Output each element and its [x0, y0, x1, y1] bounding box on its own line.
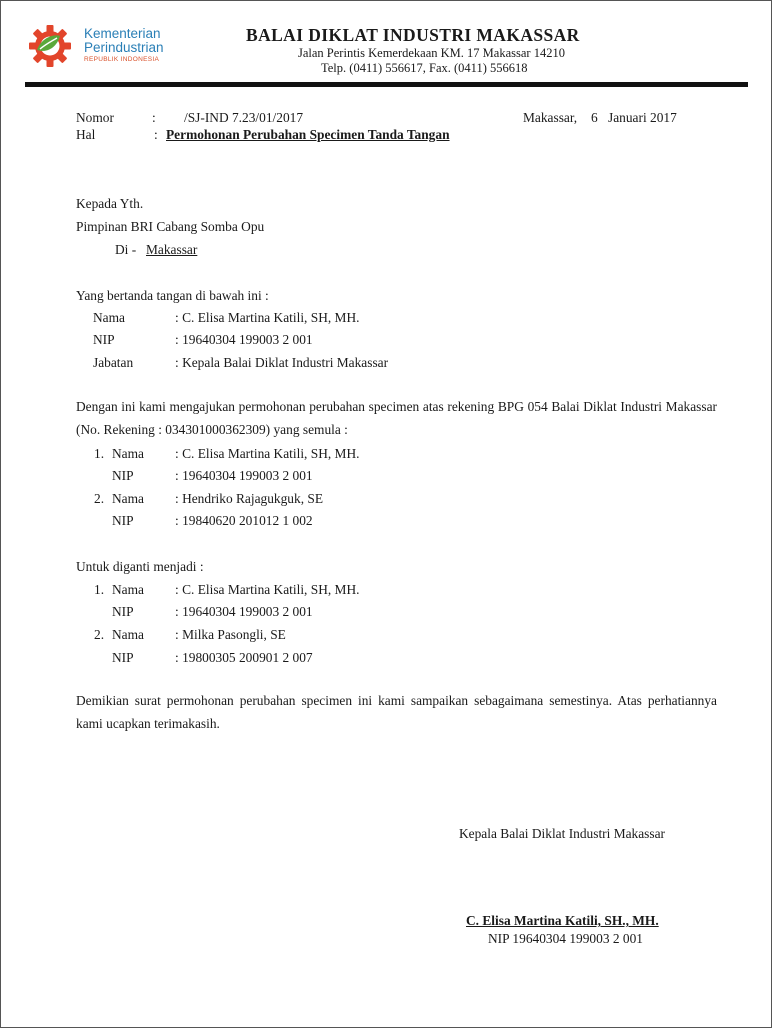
list-item-nip: : 19800305 200901 2 007: [175, 650, 313, 665]
list-item-number: 2.: [94, 491, 105, 506]
organization-name: BALAI DIKLAT INDUSTRI MAKASSAR: [246, 25, 580, 45]
recipient-greeting: Kepada Yth.: [76, 196, 144, 211]
signature-nip: NIP 19640304 199003 2 001: [488, 931, 643, 946]
organization-address: Jalan Perintis Kemerdekaan KM. 17 Makassar 14210: [298, 46, 565, 60]
signature-name: C. Elisa Martina Katili, SH., MH.: [466, 913, 659, 928]
recipient-city: Makassar: [146, 242, 198, 257]
signature-title: Kepala Balai Diklat Industri Makassar: [459, 826, 666, 841]
closing-paragraph: Demikian surat permohonan perubahan specimen ini kami sampaikan sebagaimana semestinya. Atas perhatiannya kami ucapkan terimakasih.: [76, 693, 717, 731]
signatory-intro: Yang bertanda tangan di bawah ini :: [76, 288, 269, 303]
signatory-name-label: Nama: [93, 310, 125, 325]
list-item-name-label: Nama: [112, 491, 144, 506]
list-item-name-label: Nama: [112, 582, 144, 597]
logo-text-kementerian: Kementerian: [84, 26, 161, 41]
hal-colon: :: [154, 127, 158, 142]
signatory-nip-label: NIP: [93, 332, 115, 347]
list-item-nip-label: NIP: [112, 513, 134, 528]
list-item-nip-label: NIP: [112, 468, 134, 483]
letter-date-day: 6: [591, 110, 598, 125]
letter-date-month-year: Januari 2017: [608, 110, 677, 125]
list-item-number: 1.: [94, 446, 105, 461]
nomor-value: /SJ-IND 7.23/01/2017: [184, 110, 304, 125]
list-item-nip: : 19640304 199003 2 001: [175, 468, 313, 483]
list-item-nip: : 19840620 201012 1 002: [175, 513, 313, 528]
organization-phone: Telp. (0411) 556617, Fax. (0411) 556618: [321, 61, 528, 75]
list-item-nip-label: NIP: [112, 650, 134, 665]
logo-text-perindustrian: Perindustrian: [84, 40, 164, 55]
list-item-name: : C. Elisa Martina Katili, SH, MH.: [175, 446, 360, 461]
list-item-name: : Milka Pasongli, SE: [175, 627, 286, 642]
list-item-name: : Hendriko Rajagukguk, SE: [175, 491, 324, 506]
list-item-nip-label: NIP: [112, 604, 134, 619]
list-item-number: 2.: [94, 627, 105, 642]
recipient-di-label: Di -: [115, 242, 137, 257]
nomor-label: Nomor: [76, 110, 114, 125]
signatory-nip-value: : 19640304 199003 2 001: [175, 332, 313, 347]
signatory-position-value: : Kepala Balai Diklat Industri Makassar: [175, 355, 389, 370]
recipient-name: Pimpinan BRI Cabang Somba Opu: [76, 219, 265, 234]
logo-text-republik: REPUBLIK INDONESIA: [84, 56, 160, 63]
list-item-nip: : 19640304 199003 2 001: [175, 604, 313, 619]
list-item-number: 1.: [94, 582, 105, 597]
list-item-name-label: Nama: [112, 627, 144, 642]
replace-intro: Untuk diganti menjadi :: [76, 559, 204, 574]
hal-label: Hal: [76, 127, 96, 142]
signatory-position-label: Jabatan: [93, 355, 134, 370]
list-item-name: : C. Elisa Martina Katili, SH, MH.: [175, 582, 360, 597]
gear-leaf-icon: [28, 23, 80, 69]
letter-subject: Permohonan Perubahan Specimen Tanda Tangan: [166, 127, 450, 142]
nomor-colon: :: [152, 110, 156, 125]
list-item-name-label: Nama: [112, 446, 144, 461]
ministry-logo: [28, 23, 178, 69]
signatory-name-value: : C. Elisa Martina Katili, SH, MH.: [175, 310, 360, 325]
letter-place: Makassar,: [523, 110, 578, 125]
request-paragraph: Dengan ini kami mengajukan permohonan perubahan specimen atas rekening BPG 054 Balai Diklat Industri Makassar (No. Rekening : 034301000362309) yang semula :: [76, 399, 717, 437]
letterhead-divider: [25, 82, 748, 87]
